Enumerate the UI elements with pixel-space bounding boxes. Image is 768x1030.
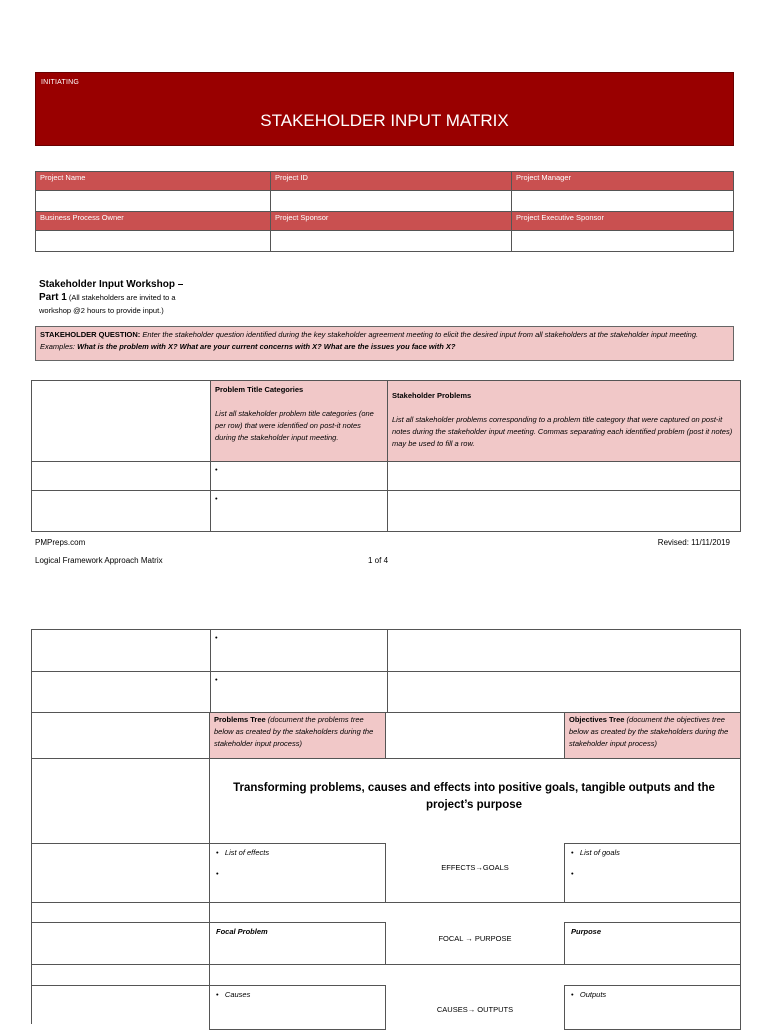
objectives-tree-title: Objectives Tree bbox=[569, 715, 625, 724]
question-text: Enter the stakeholder question identified during the key stakeholder agreement meeting to elicit the desired input from all stakeholders at the stakeholder input meeting. Examples: bbox=[40, 330, 699, 351]
outputs-label: Outputs bbox=[579, 990, 607, 999]
project-executive-sponsor-field[interactable] bbox=[512, 231, 734, 252]
project-info-table bbox=[35, 171, 734, 252]
problems-header bbox=[388, 381, 741, 462]
outputs-box[interactable] bbox=[564, 985, 741, 1030]
question-label: STAKEHOLDER QUESTION: bbox=[40, 330, 141, 339]
header-banner bbox=[35, 72, 734, 146]
workshop-note-b: workshop @2 hours to provide input.) bbox=[39, 306, 164, 315]
workshop-title: Stakeholder Input Workshop – bbox=[39, 279, 184, 290]
problems-tree-title: Problems Tree bbox=[214, 715, 266, 724]
bullet: • bbox=[216, 990, 219, 999]
row-line bbox=[31, 922, 210, 923]
business-process-owner-field[interactable] bbox=[36, 231, 271, 252]
footer-doc-name: Logical Framework Approach Matrix bbox=[35, 556, 163, 565]
workshop-heading bbox=[39, 278, 279, 317]
footer-revised: Revised: 11/11/2019 bbox=[657, 538, 730, 547]
category-bullet[interactable]: • bbox=[211, 672, 388, 713]
problems-tree-desc: (document the problems tree below as created by the stakeholders during the stakeholder input process) bbox=[214, 715, 374, 748]
causes-outputs-label: CAUSES→ OUTPUTS bbox=[436, 1005, 514, 1014]
category-bullet[interactable]: • bbox=[211, 462, 388, 491]
causes-box[interactable] bbox=[209, 985, 386, 1030]
focal-problem-box[interactable] bbox=[209, 922, 386, 965]
causes-label: Causes bbox=[224, 990, 251, 999]
row-label-cell[interactable] bbox=[32, 491, 211, 532]
footer-site: PMPreps.com bbox=[35, 538, 86, 547]
project-sponsor-field[interactable] bbox=[271, 231, 512, 252]
category-bullet[interactable]: • bbox=[211, 630, 388, 672]
categories-desc: List all stakeholder problem title categories (one per row) that were identified on post-it notes during the stakeholder input meeting. bbox=[215, 409, 374, 442]
problems-tree-header bbox=[209, 712, 386, 759]
project-id-label: Project ID bbox=[271, 172, 512, 191]
bullet: • bbox=[216, 869, 219, 878]
project-name-label: Project Name bbox=[36, 172, 271, 191]
business-process-owner-label: Business Process Owner bbox=[36, 212, 271, 231]
bullet: • bbox=[571, 848, 574, 857]
effects-label: List of effects bbox=[224, 848, 270, 857]
project-name-field[interactable] bbox=[36, 191, 271, 212]
category-bullet[interactable]: • bbox=[211, 491, 388, 532]
goals-label: List of goals bbox=[579, 848, 620, 857]
problems-table-page2 bbox=[31, 629, 741, 713]
categories-title: Problem Title Categories bbox=[215, 385, 304, 394]
stakeholder-question-box bbox=[35, 326, 734, 361]
objectives-tree-desc: (document the objectives tree below as created by the stakeholders during the stakeholder input process) bbox=[569, 715, 729, 748]
row-line bbox=[31, 902, 210, 903]
page-title: STAKEHOLDER INPUT MATRIX bbox=[260, 111, 509, 130]
purpose-box[interactable] bbox=[564, 922, 741, 965]
problem-cell[interactable] bbox=[388, 462, 741, 491]
focal-problem-label: Focal Problem bbox=[216, 927, 268, 936]
categories-header bbox=[211, 381, 388, 462]
project-manager-label: Project Manager bbox=[512, 172, 734, 191]
problem-cell[interactable] bbox=[388, 491, 741, 532]
problem-cell[interactable] bbox=[388, 630, 741, 672]
objectives-tree-header bbox=[564, 712, 741, 759]
workshop-part: Part 1 bbox=[39, 292, 67, 303]
workshop-note-a: (All stakeholders are invited to a bbox=[66, 293, 176, 302]
row-line bbox=[31, 964, 210, 965]
project-manager-field[interactable] bbox=[512, 191, 734, 212]
section-label: INITIATING bbox=[41, 79, 80, 86]
transform-title: Transforming problems, causes and effects into positive goals, tangible outputs and the project’s purpose bbox=[233, 782, 715, 811]
project-id-field[interactable] bbox=[271, 191, 512, 212]
problems-desc: List all stakeholder problems corresponding to a problem title category that were captured on post-it notes during the stakeholder input meeting. Commas separating each identified problem (post it notes) may be used to fill a row. bbox=[392, 415, 733, 448]
bullet: • bbox=[216, 848, 219, 857]
row-label-cell[interactable] bbox=[32, 672, 211, 713]
bullet: • bbox=[571, 869, 574, 878]
purpose-label: Purpose bbox=[571, 927, 602, 936]
footer-page: 1 of 4 bbox=[368, 556, 389, 565]
problems-table-page1 bbox=[31, 380, 741, 532]
effects-goals-label: EFFECTS→GOALS bbox=[441, 863, 509, 872]
goals-box[interactable] bbox=[564, 843, 741, 903]
row-line bbox=[31, 758, 210, 759]
project-executive-sponsor-label: Project Executive Sponsor bbox=[512, 212, 734, 231]
question-examples: What is the problem with X? What are your current concerns with X? What are the issues you face with X? bbox=[77, 342, 456, 351]
project-sponsor-label: Project Sponsor bbox=[271, 212, 512, 231]
row-label-cell[interactable] bbox=[32, 462, 211, 491]
row-line bbox=[31, 843, 210, 844]
focal-purpose-label: FOCAL → PURPOSE bbox=[438, 934, 512, 943]
problems-title: Stakeholder Problems bbox=[392, 391, 472, 400]
row-line bbox=[31, 985, 210, 986]
empty-cell bbox=[32, 381, 211, 462]
effects-box[interactable] bbox=[209, 843, 386, 903]
problem-cell[interactable] bbox=[388, 672, 741, 713]
bullet: • bbox=[571, 990, 574, 999]
row-label-cell[interactable] bbox=[32, 630, 211, 672]
